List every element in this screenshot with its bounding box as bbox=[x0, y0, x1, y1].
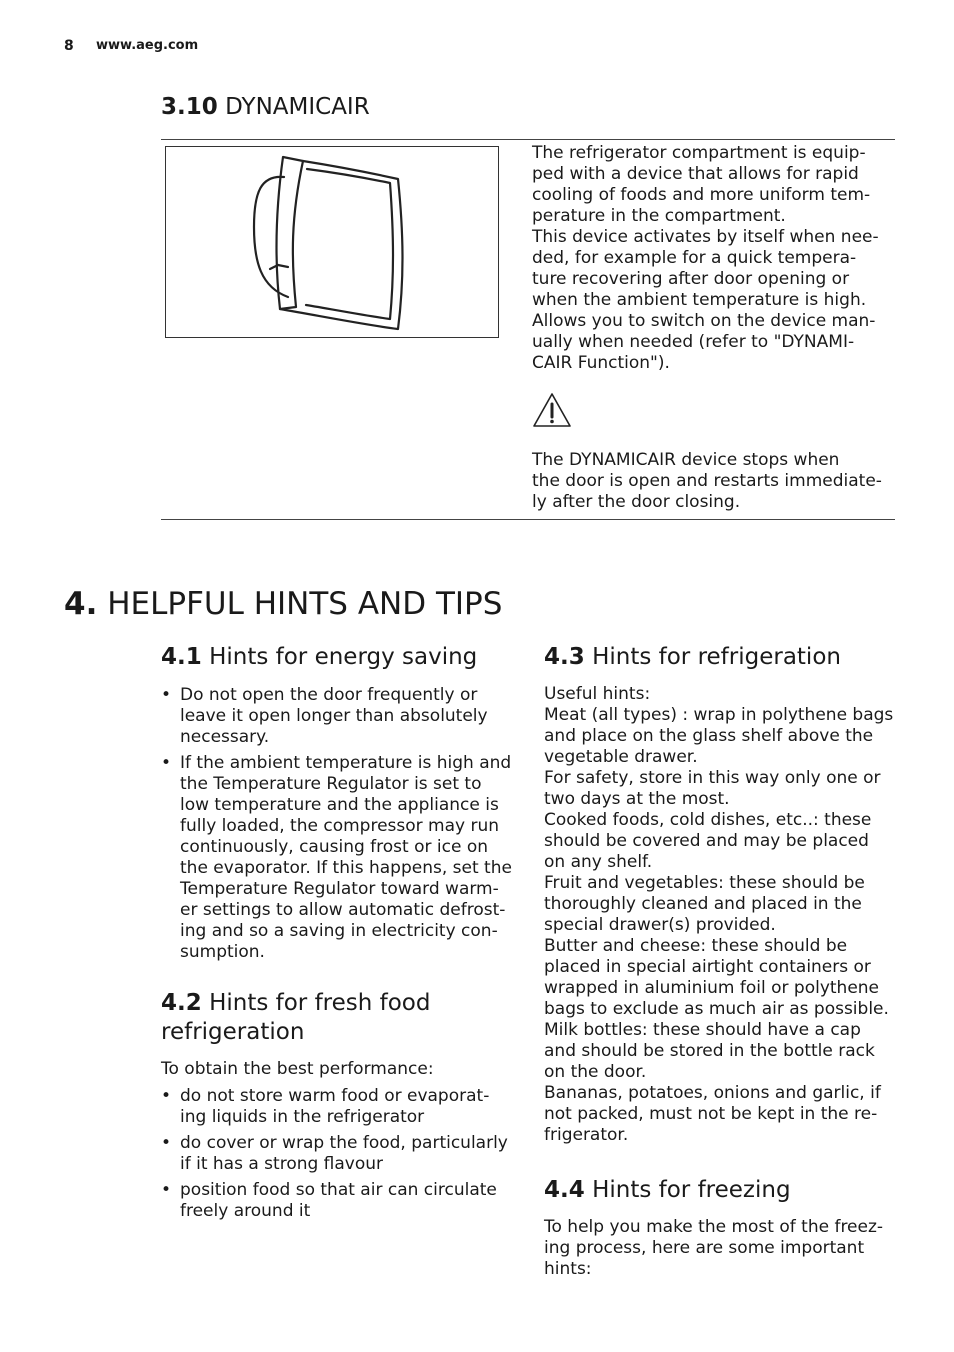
section-number: 4.1 bbox=[161, 644, 202, 670]
text-line: If the ambient temperature is high and bbox=[180, 753, 512, 773]
list-item bbox=[161, 685, 521, 748]
dynamicair-illustration bbox=[165, 146, 499, 338]
text-line: leave it open longer than absolutely bbox=[180, 706, 488, 726]
section-number: 3.10 bbox=[161, 94, 218, 120]
section-title: Hints for freezing bbox=[592, 1177, 791, 1203]
text-line: To help you make the most of the freez- bbox=[544, 1217, 884, 1237]
text-line: necessary. bbox=[180, 727, 270, 747]
text-line: wrapped in aluminium foil or polythene bbox=[544, 978, 880, 998]
text-line: ing and so a saving in electricity con- bbox=[180, 921, 498, 941]
text-line: ture recovering after door opening or bbox=[532, 269, 850, 289]
section-bottom-rule bbox=[161, 519, 895, 520]
section-title: DYNAMICAIR bbox=[225, 94, 370, 120]
text-line: not packed, must not be kept in the re- bbox=[544, 1104, 878, 1124]
section-4-1-heading bbox=[161, 643, 521, 672]
list-item bbox=[161, 1133, 521, 1175]
list-item bbox=[161, 1180, 521, 1222]
text-line: and should be stored in the bottle rack bbox=[544, 1041, 875, 1061]
freezing-hints-text bbox=[544, 1217, 904, 1280]
header-url[interactable]: www.aeg.com bbox=[96, 38, 199, 53]
text-line: sumption. bbox=[180, 942, 265, 962]
text-line: Meat (all types) : wrap in polythene bags bbox=[544, 705, 894, 725]
text-line: continuously, causing frost or ice on bbox=[180, 837, 489, 857]
text-line: er settings to allow automatic defrost- bbox=[180, 900, 506, 920]
section-top-rule bbox=[161, 139, 895, 140]
section-number: 4.2 bbox=[161, 990, 202, 1016]
text-line: Milk bottles: these should have a cap bbox=[544, 1020, 861, 1040]
text-line: Cooked foods, cold dishes, etc..: these bbox=[544, 810, 872, 830]
warning-icon bbox=[532, 392, 572, 432]
refrigeration-hints-text bbox=[544, 684, 904, 1146]
text-line: do not store warm food or evaporat- bbox=[180, 1086, 490, 1106]
text-line: Allows you to switch on the device man- bbox=[532, 311, 876, 331]
page-number: 8 bbox=[64, 38, 74, 54]
dynamicair-device-drawing bbox=[166, 147, 498, 337]
section-4-2 bbox=[161, 989, 521, 1222]
text-line: frigerator. bbox=[544, 1125, 629, 1145]
chapter-heading bbox=[64, 586, 502, 622]
text-line: thoroughly cleaned and placed in the bbox=[544, 894, 862, 914]
dynamicair-paragraph bbox=[532, 143, 902, 374]
text-line: position food so that air can circulate bbox=[180, 1180, 497, 1200]
chapter-number: 4. bbox=[64, 586, 98, 622]
list-item bbox=[161, 753, 521, 963]
text-line: hints: bbox=[544, 1259, 592, 1279]
fresh-food-list bbox=[161, 1086, 521, 1222]
dynamicair-description bbox=[532, 143, 902, 374]
text-line: ing process, here are some important bbox=[544, 1238, 865, 1258]
section-4-4-heading bbox=[544, 1176, 904, 1205]
text-line: Fruit and vegetables: these should be bbox=[544, 873, 865, 893]
section-4-3-heading bbox=[544, 643, 904, 672]
text-line: freely around it bbox=[180, 1201, 311, 1221]
section-4-3 bbox=[544, 643, 904, 1146]
chapter-title: HELPFUL HINTS AND TIPS bbox=[107, 586, 503, 622]
section-4-4 bbox=[544, 1176, 904, 1280]
text-line: bags to exclude as much air as possible. bbox=[544, 999, 889, 1019]
text-line: two days at the most. bbox=[544, 789, 730, 809]
warning-paragraph bbox=[532, 450, 902, 513]
text-line: The DYNAMICAIR device stops when bbox=[532, 450, 840, 470]
text-line: placed in special airtight containers or bbox=[544, 957, 871, 977]
text-line: low temperature and the appliance is bbox=[180, 795, 499, 815]
text-line: ing liquids in the refrigerator bbox=[180, 1107, 425, 1127]
text-line: and place on the glass shelf above the bbox=[544, 726, 874, 746]
dynamicair-warning-text bbox=[532, 450, 902, 513]
section-4-1 bbox=[161, 643, 521, 963]
text-line: Butter and cheese: these should be bbox=[544, 936, 848, 956]
text-line: fully loaded, the compressor may run bbox=[180, 816, 500, 836]
text-line: when the ambient temperature is high. bbox=[532, 290, 867, 310]
text-line: the evaporator. If this happens, set the bbox=[180, 858, 512, 878]
text-line: perature in the compartment. bbox=[532, 206, 786, 226]
section-number: 4.4 bbox=[544, 1177, 585, 1203]
text-line: ly after the door closing. bbox=[532, 492, 741, 512]
text-line: should be covered and may be placed bbox=[544, 831, 869, 851]
section-title: Hints for refrigeration bbox=[592, 644, 841, 670]
text-line: CAIR Function"). bbox=[532, 353, 670, 373]
text-line: Bananas, potatoes, onions and garlic, if bbox=[544, 1083, 881, 1103]
energy-saving-list bbox=[161, 685, 521, 963]
text-line: special drawer(s) provided. bbox=[544, 915, 776, 935]
text-line: Temperature Regulator toward warm- bbox=[180, 879, 499, 899]
list-item bbox=[161, 1086, 521, 1128]
section-title bbox=[161, 990, 430, 1045]
text-line: For safety, store in this way only one or bbox=[544, 768, 881, 788]
section-title: Hints for energy saving bbox=[209, 644, 478, 670]
section-4-2-heading bbox=[161, 989, 521, 1047]
text-line: if it has a strong flavour bbox=[180, 1154, 384, 1174]
section-4-2-intro: To obtain the best performance: bbox=[161, 1059, 434, 1079]
text-line: Hints for fresh food bbox=[209, 990, 431, 1016]
text-line: The refrigerator compartment is equip- bbox=[532, 143, 866, 163]
text-line: This device activates by itself when nee- bbox=[532, 227, 879, 247]
text-line: ually when needed (refer to "DYNAMI- bbox=[532, 332, 855, 352]
text-line: on the door. bbox=[544, 1062, 647, 1082]
text-line: ded, for example for a quick tempera- bbox=[532, 248, 857, 268]
section-3-10-heading bbox=[161, 94, 370, 120]
text-line: vegetable drawer. bbox=[544, 747, 698, 767]
text-line: do cover or wrap the food, particularly bbox=[180, 1133, 508, 1153]
text-line: Do not open the door frequently or bbox=[180, 685, 478, 705]
section-number: 4.3 bbox=[544, 644, 585, 670]
text-line: cooling of foods and more uniform tem- bbox=[532, 185, 871, 205]
text-line: on any shelf. bbox=[544, 852, 653, 872]
text-line: refrigeration bbox=[161, 1019, 305, 1045]
text-line: ped with a device that allows for rapid bbox=[532, 164, 859, 184]
text-line: Useful hints: bbox=[544, 684, 651, 704]
text-line: the Temperature Regulator is set to bbox=[180, 774, 482, 794]
text-line: the door is open and restarts immediate- bbox=[532, 471, 882, 491]
